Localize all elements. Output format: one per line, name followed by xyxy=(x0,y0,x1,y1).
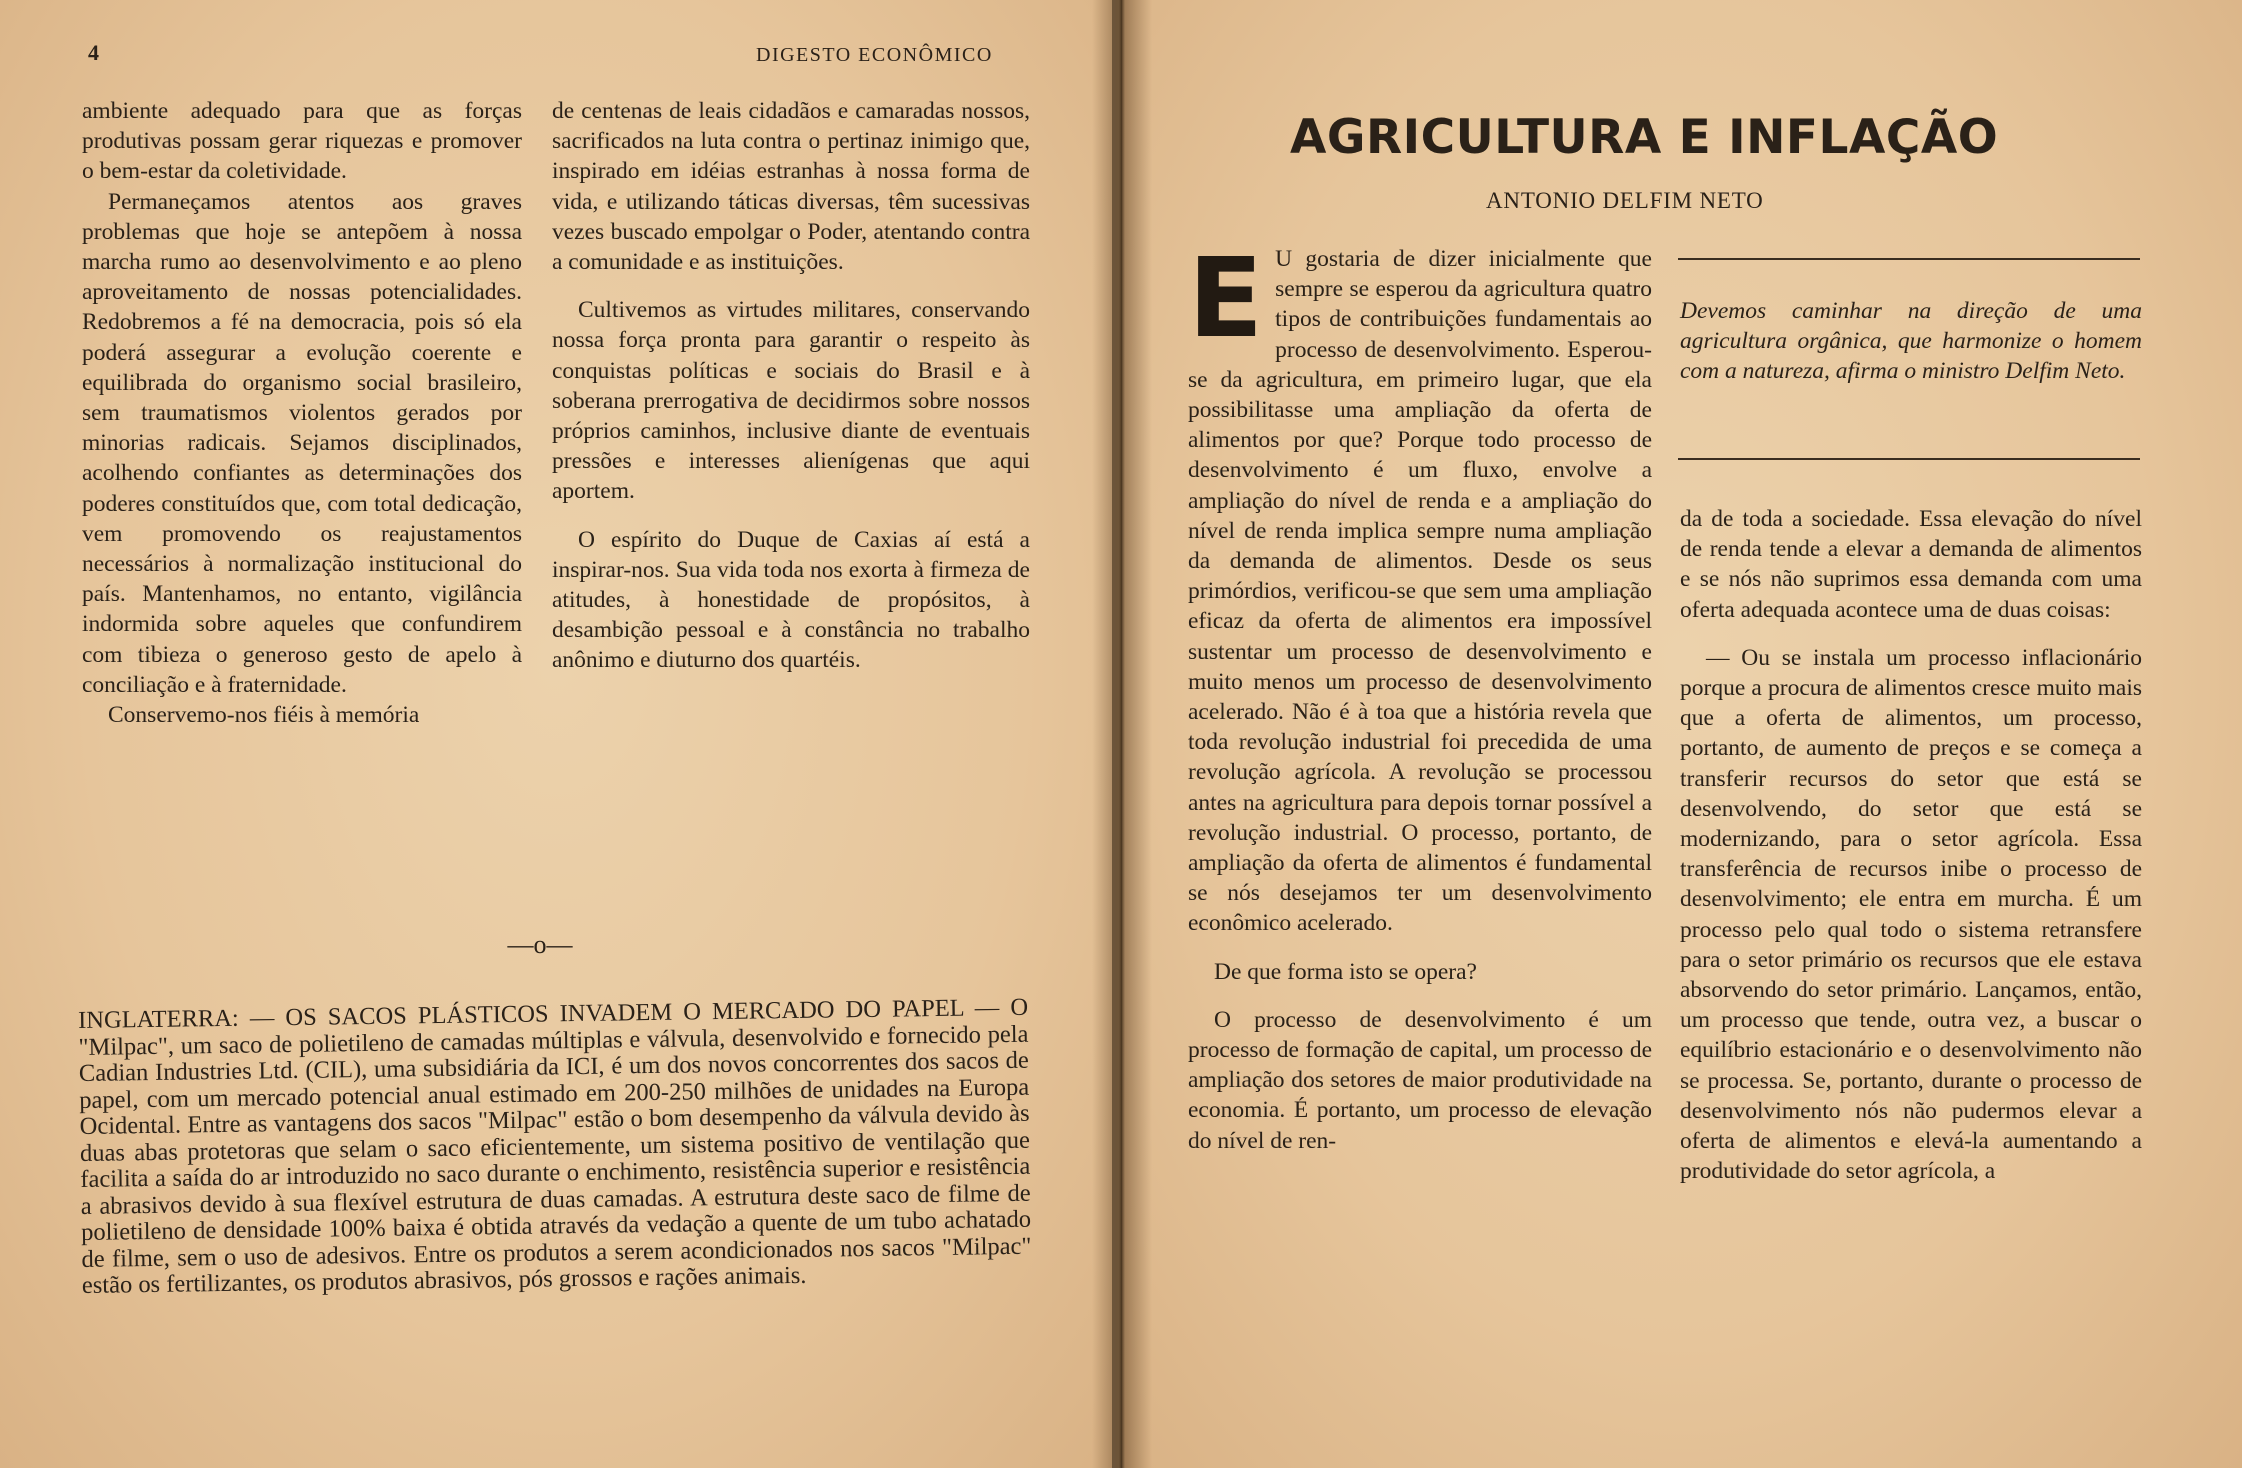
left-column-1 xyxy=(82,96,522,730)
article-column-1 xyxy=(1188,234,1652,1156)
paragraph: de centenas de leais cidadãos e camaradas nossos, sacrificados na luta contra o pertinaz inimigo que, inspirado em idéias estranhas à nossa forma de vida, e utilizando táticas diversas, têm sucessivas vezes buscado empolgar o Poder, atentando contra a comunidade e as instituições. xyxy=(552,98,1030,276)
left-column-2 xyxy=(552,96,1030,676)
paragraph: Cultivemos as virtudes militares, conservando nossa força pronta para garantir o respeito às conquistas políticas e sociais do Brasil e à soberana prerrogativa de decidirmos sobre nossos próprios caminhos, inclusive diante de eventuais pressões e interesses alienígenas que aqui aportem. xyxy=(552,297,1030,505)
page-number: 4 xyxy=(88,40,99,65)
paragraph: — Ou se instala um processo inflacionário porque a procura de alimentos cresce muito mais que a oferta de alimentos, um processo, portanto, de aumento de preços e se começa a transferir recursos do setor que está se desenvolvendo, do setor que está se modernizando, para o setor agrícola. Essa transferência de recursos inibe o processo de desenvolvimento; ele entra em murcha. É um processo pelo qual todo o sistema retransfere para o setor primário os recursos que ele estava absorvendo do setor primário. Lançamos, então, um processo que tende, outra vez, a buscar o equilíbrio estacionário e o desenvolvimento não se processa. Se, portanto, durante o processo de desenvolvimento nós não pudermos elevar a oferta de alimentos e elevá-la aumentando a produtividade do setor agrícola, a xyxy=(1680,644,2142,1185)
paragraph xyxy=(1188,234,1652,939)
paragraph: O processo de desenvolvimento é um processo de formação de capital, um processo de ampliação dos setores de maior produtividade na economia. É portanto, um processo de elevação do nível de ren- xyxy=(1188,1006,1652,1154)
article-title: AGRICULTURA E INFLAÇÃO xyxy=(1290,110,1999,165)
paragraph: O espírito do Duque de Caxias aí está a inspirar-nos. Sua vida toda nos exorta à firmeza de atitudes, à honestidade de propósitos, à desambição pessoal e à constância no trabalho anônimo e diuturno dos quartéis. xyxy=(552,526,1030,674)
paragraph: Permaneçamos atentos aos graves problemas que hoje se antepõem à nossa marcha rumo ao desenvolvimento e ao pleno aproveitamento de nossas potencialidades. Redobremos a fé na democracia, pois só ela poderá assegurar a evolução coerente e equilibrada do organismo social brasileiro, sem traumatismos violentos gerados por minorias radicais. Sejamos disciplinados, acolhendo confiantes as determinações dos poderes constituídos que, com total dedicação, vem promovendo os reajustamentos necessários à normalização institucional do país. Mantenhamos, no entanto, vigilância indormida sobre aqueles que confundirem com tibieza o generoso gesto de apelo à conciliação e à fraternidade. xyxy=(82,188,522,698)
running-head: DIGESTO ECONÔMICO xyxy=(756,44,993,66)
paragraph: ambiente adequado para que as forças produtivas possam gerar riquezas e promover o bem-estar da coletividade. xyxy=(82,98,522,185)
left-page xyxy=(0,0,1112,1468)
pull-quote: Devemos caminhar na direção de uma agricultura orgânica, que harmonize o homem com a natureza, afirma o ministro Delfim Neto. xyxy=(1680,298,2142,384)
news-item: INGLATERRA: — OS SACOS PLÁSTICOS INVADEM O MERCADO DO PAPEL — O "Milpac", um saco de polietileno de camadas múltiplas e válvula, desenvolvido e fornecido pela Cadian Industries Ltd. (CIL), uma subsidiária da ICI, é um dos novos concorrentes dos sacos de papel, com um mercado potencial anual estimado em 200-250 milhões de unidades na Europa Ocidental. Entre as vantagens dos sacos "Milpac" estão o bom desempenho da válvula devido às duas abas protetoras que selam o saco eficientemente, um sistema positivo de ventilação que facilita a saída do ar introduzido no saco durante o enchimento, resistência superior e resistência a abrasivos devido à sua flexível estrutura de duas camadas. A estrutura deste saco de filme de polietileno de densidade 100% baixa é obtida através da vedação a quente de um tubo achatado de filme, sem o uso de adesivos. Entre os produtos a serem acondicionados nos sacos "Milpac" estão os fertilizantes, os produtos abrasivos, pós grossos e rações animais. xyxy=(77,993,1032,1299)
paragraph: da de toda a sociedade. Essa elevação do nível de renda tende a elevar a demanda de alimentos e se nós não suprimos essa demanda com uma oferta adequada acontece uma de duas coisas: xyxy=(1680,506,2142,623)
article-byline: ANTONIO DELFIM NETO xyxy=(1486,188,1764,213)
pull-quote-bottom-rule xyxy=(1678,458,2140,460)
article-column-2 xyxy=(1680,504,2142,1186)
paragraph: Conservemo-nos fiéis à memória xyxy=(108,702,420,729)
section-separator: —o— xyxy=(507,930,573,959)
paragraph: De que forma isto se opera? xyxy=(1214,958,1477,985)
drop-cap: E xyxy=(1188,234,1264,362)
page-gutter xyxy=(1092,0,1152,1468)
paragraph-text: U gostaria de dizer inicialmente que sempre se esperou da agricultura quatro tipos de contribuições fundamentais ao processo de desenvolvimento. Esperou-se da agricultura, em primeiro lugar, que ela possibilitasse uma ampliação da oferta de alimentos por que? Porque todo processo de desenvolvimento é um fluxo, envolve a ampliação do nível de renda e a ampliação do nível de renda implica sempre numa ampliação da demanda de alimentos. Desde os seus primórdios, verificou-se que sem uma ampliação eficaz da oferta de alimentos era impossível sustentar um processo de desenvolvimento e muito menos um processo de desenvolvimento acelerado. Não é à toa que a história revela que toda revolução industrial foi precedida de uma revolução agrícola. A revolução se processou antes na agricultura para depois tornar possível a revolução industrial. O processo, portanto, de ampliação da oferta de alimentos é fundamental se nós desejamos ter um desenvolvimento econômico acelerado. xyxy=(1188,246,1652,937)
pull-quote-top-rule xyxy=(1678,258,2140,260)
